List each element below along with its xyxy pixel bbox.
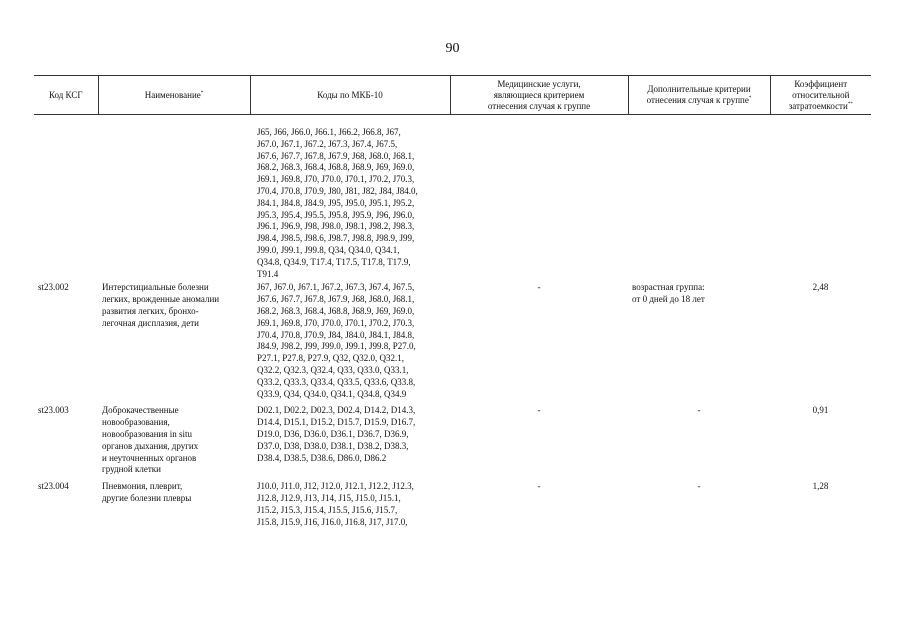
- cell-criteria: возрастная группа: от 0 дней до 18 лет: [632, 282, 705, 305]
- table-header-row: [34, 76, 871, 115]
- cell-criteria: -: [697, 481, 701, 492]
- cell-criteria: -: [697, 405, 701, 416]
- cell-criteria: [628, 115, 770, 281]
- cell-code: [34, 115, 98, 281]
- table-row: [34, 403, 871, 479]
- cell-icd-codes: J67, J67.0, J67.1, J67.2, J67.3, J67.4, J67.5, J67.6, J67.7, J67.8, J67.9, J68, J68.0, J68.1, J68.2, J68.3, J68.4, J68.8, J68.9, J69, J69.0, J69.1, J69.8, J70, J70.0, J70.1, J70.2, J70.3, J70.4, J70.8, J70.9, J84, J84.0, J84.1, J84.8, J84.9, J98.2, J99, J99.0, J99.1, J99.8, P27.0, P27.1, P27.8, P27.9, Q32, Q32.0, Q32.1, Q32.2, Q32.3, Q32.4, Q33, Q33.0, Q33.1, Q33.2, Q33.3, Q33.4, Q33.5, Q33.6, Q33.8, Q33.9, Q34, Q34.0, Q34.1, Q34.8, Q34.9: [257, 282, 416, 399]
- cell-services: -: [537, 481, 541, 492]
- cell-services: -: [537, 282, 541, 293]
- footnote-mark: *: [748, 96, 752, 101]
- cell-icd-codes: J65, J66, J66.0, J66.1, J66.2, J66.8, J67, J67.0, J67.1, J67.2, J67.3, J67.4, J67.5, J67.6, J67.7, J67.8, J67.9, J68, J68.0, J68.1, J68.2, J68.3, J68.4, J68.8, J68.9, J69, J69.0, J69.1, J69.8, J70, J70.0, J70.1, J70.2, J70.3, J70.4, J70.8, J70.9, J80, J81, J82, J84, J84.0, J84.1, J84.8, J84.9, J95, J95.0, J95.1, J95.2, J95.3, J95.4, J95.5, J95.8, J95.9, J96, J96.0, J96.1, J96.9, J98, J98.0, J98.1, J98.2, J98.3, J98.4, J98.5, J98.6, J98.7, J98.8, J98.9, J99, J99.0, J99.1, J99.8, Q34, Q34.0, Q34.1, Q34.8, Q34.9, T17.4, T17.5, T17.8, T17.9, T91.4: [257, 127, 418, 279]
- cell-coefficient: [770, 115, 871, 281]
- cell-name: Пневмония, плеврит, другие болезни плевры: [102, 481, 192, 503]
- cell-icd-codes: D02.1, D02.2, D02.3, D02.4, D14.2, D14.3, D14.4, D15.1, D15.2, D15.7, D15.9, D16.7, D19.0, D36, D36.0, D36.1, D36.7, D36.9, D37.0, D38, D38.0, D38.1, D38.2, D38.3, D38.4, D38.5, D38.6, D86.0, D86.2: [257, 405, 416, 463]
- header-code: Код КСГ: [34, 76, 98, 115]
- cell-code: st23.003: [38, 405, 69, 416]
- cell-coefficient: 1,28: [812, 481, 829, 492]
- table-row: [34, 280, 871, 403]
- cell-name: Интерстициальные болезни легких, врожденные аномалии развития легких, бронхо- легочная дисплазия, дети: [102, 282, 220, 328]
- cell-code: st23.002: [38, 282, 69, 293]
- header-services: Медицинские услуги, являющиеся критерием отнесения случая к группе: [450, 76, 628, 115]
- cell-coefficient: 0,91: [812, 405, 829, 416]
- header-criteria: Дополнительные критерии отнесения случая к группе*: [628, 76, 770, 115]
- cell-name: Доброкачественные новообразования, новообразования in situ органов дыхания, других и неуточненных органов грудной клетки: [102, 405, 199, 475]
- footnote-mark: **: [847, 101, 853, 107]
- header-coefficient: Коэффициент относительной затратоемкости**: [770, 76, 871, 115]
- cell-coefficient: 2,48: [812, 282, 829, 293]
- cell-services: [450, 115, 628, 281]
- cell-icd-codes: J10.0, J11.0, J12, J12.0, J12.1, J12.2, J12.3, J12.8, J12.9, J13, J14, J15, J15.0, J15.1, J15.2, J15.3, J15.4, J15.5, J15.6, J15.7, J15.8, J15.9, J16, J16.0, J16.8, J17, J17.0,: [257, 481, 414, 527]
- table-row: [34, 115, 871, 281]
- table-row: [34, 479, 871, 531]
- cell-name: [98, 115, 250, 281]
- header-icd: Коды по МКБ-10: [250, 76, 450, 115]
- footnote-mark: *: [200, 90, 204, 96]
- ksg-table: [34, 75, 871, 531]
- header-name: Наименование*: [98, 76, 250, 115]
- page-number: 90: [445, 41, 460, 56]
- cell-code: st23.004: [38, 481, 69, 492]
- cell-services: -: [537, 405, 541, 416]
